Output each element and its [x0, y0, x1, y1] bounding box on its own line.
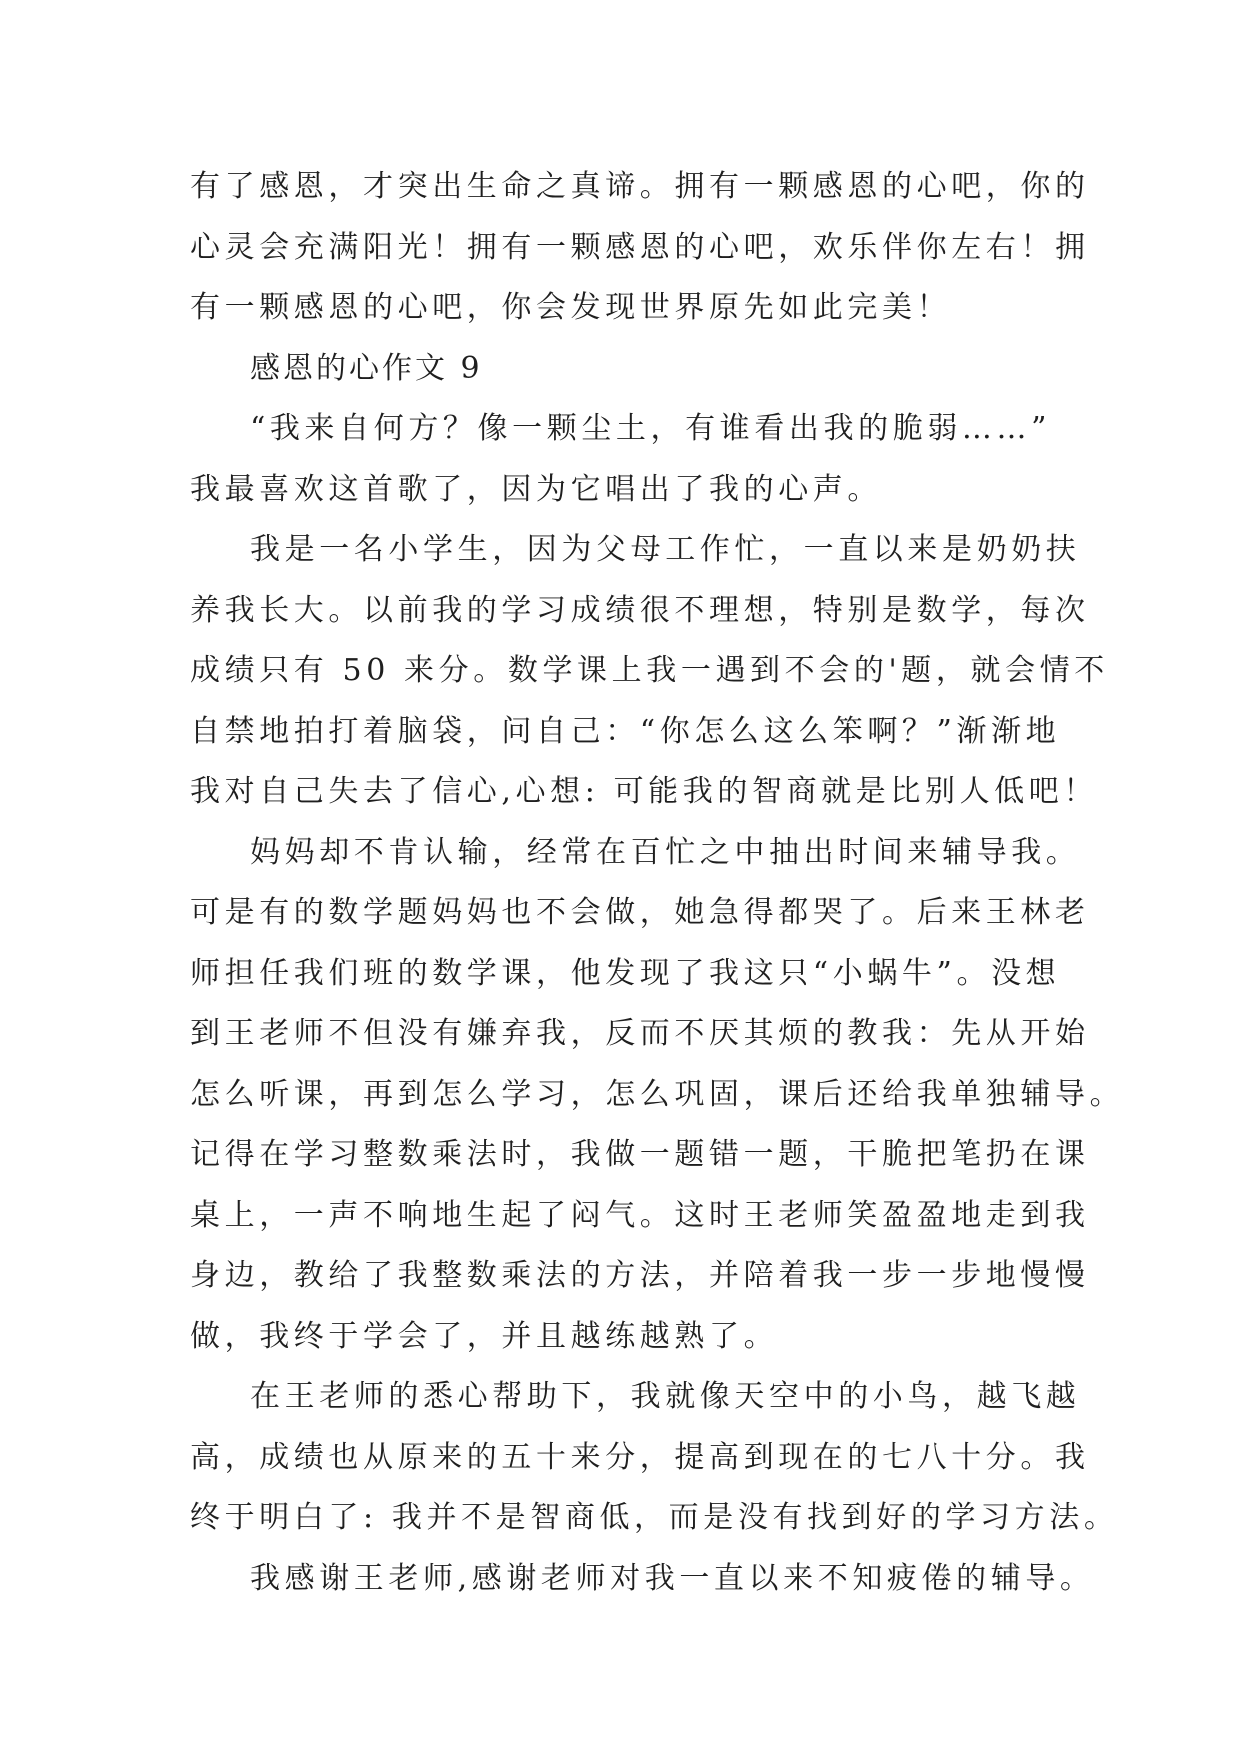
text-line: 我最喜欢这首歌了，因为它唱出了我的心声。 [190, 471, 882, 507]
text-line: 在王老师的悉心帮助下，我就像天空中的小鸟，越飞越 [250, 1379, 1081, 1414]
text-line: 记得在学习整数乘法时，我做一题错一题，干脆把笔扔在课 [190, 1137, 1090, 1172]
text-line: “我来自何方？像一颗尘土，有谁看出我的脆弱……” [250, 411, 1052, 446]
essay-body [190, 157, 1125, 1609]
text-line: 有一颗感恩的心吧，你会发现世界原先如此完美！ [190, 290, 952, 325]
text-line: 养我长大。以前我的学习成绩很不理想，特别是数学，每次 [190, 592, 1090, 628]
text-line: 妈妈却不肯认输，经常在百忙之中抽出时间来辅导我。 [250, 834, 1081, 870]
text-line: 师担任我们班的数学课，他发现了我这只“小蜗牛”。没想 [190, 955, 1061, 991]
text-line: 桌上，一声不响地生起了闷气。这时王老师笑盈盈地走到我 [190, 1197, 1090, 1233]
text-line: 高，成绩也从原来的五十来分，提高到现在的七八十分。我 [190, 1439, 1090, 1475]
text-line: 成绩只有 50 来分。数学课上我一遇到不会的'题，就会情不 [190, 653, 1109, 688]
text-line: 终于明白了: 我并不是智商低，而是没有找到好的学习方法。 [190, 1500, 1119, 1535]
essay-title: 感恩的心作文 9 [250, 350, 483, 386]
text-line: 身边，教给了我整数乘法的方法，并陪着我一步一步地慢慢 [190, 1258, 1090, 1293]
text-line: 心灵会充满阳光！拥有一颗感恩的心吧，欢乐伴你左右！拥 [190, 229, 1090, 265]
text-line: 到王老师不但没有嫌弃我，反而不厌其烦的教我：先从开始 [190, 1016, 1090, 1051]
text-line: 有了感恩，才突出生命之真谛。拥有一颗感恩的心吧，你的 [190, 169, 1090, 204]
text-line: 做，我终于学会了，并且越练越熟了。 [190, 1318, 779, 1354]
text-line: 可是有的数学题妈妈也不会做，她急得都哭了。后来王林老 [190, 895, 1090, 930]
text-line: 我对自己失去了信心,心想: 可能我的智商就是比别人低吧！ [190, 774, 1098, 809]
text-line: 我感谢王老师,感谢老师对我一直以来不知疲倦的辅导。 [250, 1560, 1095, 1596]
text-line: 自禁地拍打着脑袋，问自己：“你怎么这么笨啊？”渐渐地 [190, 713, 1061, 749]
text-line: 我是一名小学生，因为父母工作忙，一直以来是奶奶扶 [250, 532, 1081, 567]
text-line: 怎么听课，再到怎么学习，怎么巩固，课后还给我单独辅导。 [190, 1076, 1125, 1112]
